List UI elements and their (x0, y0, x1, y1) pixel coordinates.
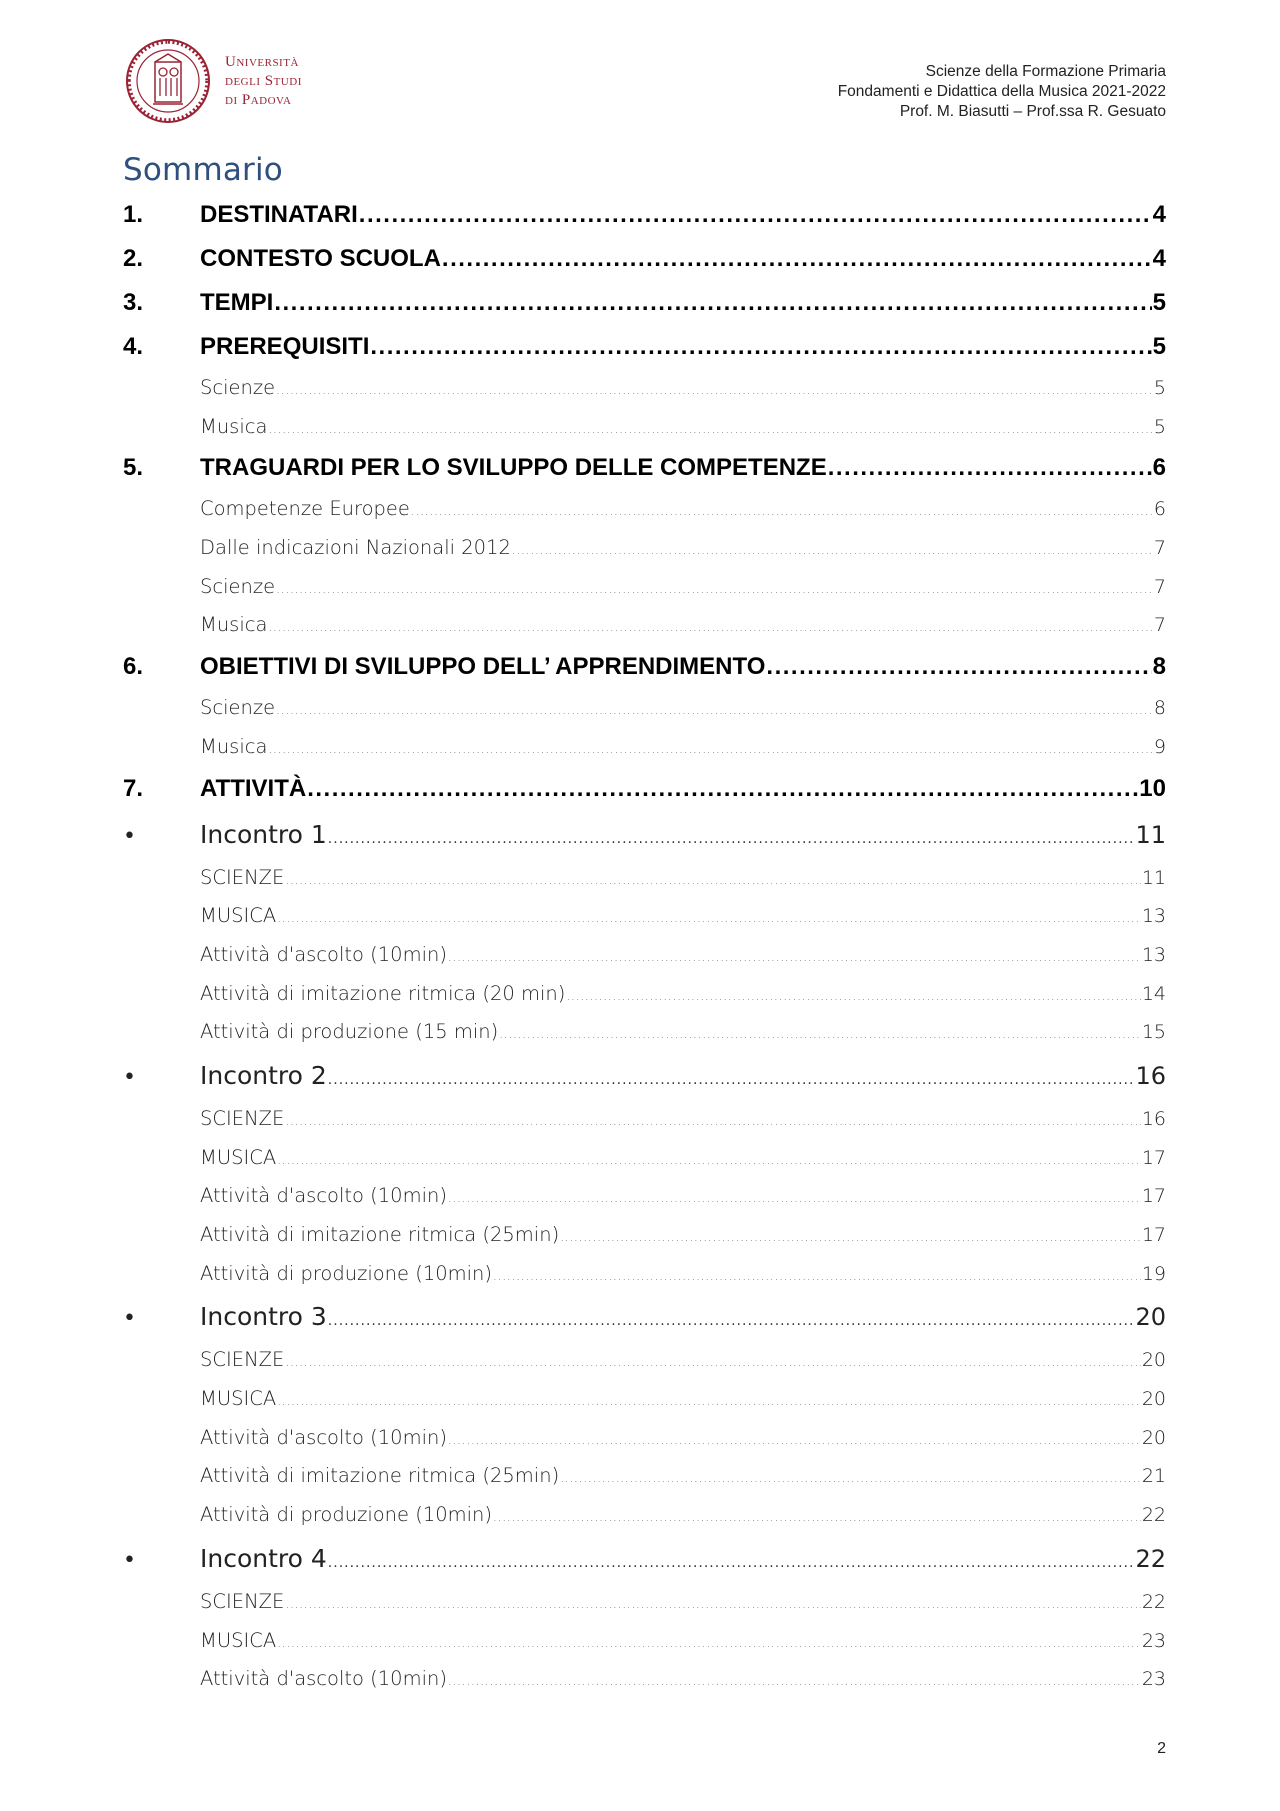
toc-dot-leader (268, 608, 1152, 646)
toc-dot-leader (328, 1297, 1135, 1345)
toc-entry-page[interactable]: 5 (1152, 289, 1166, 316)
toc-entry-label[interactable]: Attività di produzione (15 min) (200, 1020, 499, 1044)
toc-dot-leader (411, 492, 1153, 530)
toc-entry[interactable] (123, 1457, 1166, 1496)
toc-entry-page[interactable]: 23 (1141, 1668, 1166, 1691)
toc-entry-label[interactable]: Scienze (200, 696, 276, 720)
toc-entry-page[interactable]: 6 (1153, 498, 1166, 521)
toc-entry-page[interactable]: 4 (1152, 201, 1166, 228)
toc-entry[interactable] (123, 369, 1166, 408)
toc-entry-page[interactable]: 7 (1153, 575, 1166, 598)
toc-entry[interactable] (123, 237, 1166, 281)
table-of-contents (123, 193, 1166, 1699)
toc-dot-leader (359, 193, 1152, 237)
toc-entry-page[interactable]: 4 (1152, 245, 1166, 272)
toc-entry-label[interactable]: Attività di produzione (10min) (200, 1503, 493, 1527)
university-name-line-1: Università (225, 53, 299, 70)
course-info-line-2: Fondamenti e Didattica della Musica 2021-2022 (837, 83, 1166, 100)
toc-entry-label[interactable]: Attività di imitazione ritmica (20 min) (200, 981, 566, 1005)
toc-dot-leader (448, 1179, 1141, 1217)
toc-entry-label[interactable]: SCIENZE (200, 1589, 285, 1613)
toc-dot-leader (268, 730, 1152, 768)
toc-entry-label[interactable]: Musica (200, 613, 268, 637)
toc-dot-leader (566, 977, 1140, 1015)
toc-dot-leader (285, 1102, 1140, 1140)
toc-entry-label[interactable]: Scienze (200, 376, 276, 399)
toc-entry[interactable] (123, 1660, 1166, 1699)
toc-entry-number: 5. (123, 454, 144, 482)
toc-dot-leader (328, 1539, 1135, 1587)
toc-entry[interactable] (123, 606, 1166, 645)
toc-entry-page[interactable]: 16 (1141, 1107, 1166, 1130)
toc-entry-page[interactable]: 13 (1141, 905, 1166, 928)
toc-entry-page[interactable]: 20 (1135, 1303, 1166, 1332)
toc-entry-page[interactable]: 17 (1141, 1185, 1166, 1208)
toc-entry-label[interactable]: Attività d'ascolto (10min) (200, 942, 447, 966)
toc-entry[interactable] (123, 811, 1166, 859)
toc-entry[interactable] (123, 281, 1166, 325)
toc-entry[interactable] (123, 446, 1166, 490)
toc-entry-page[interactable]: 6 (1152, 454, 1166, 482)
toc-entry[interactable] (123, 1583, 1166, 1622)
toc-entry-page[interactable]: 15 (1141, 1021, 1166, 1044)
toc-bullet: • (123, 1306, 136, 1332)
toc-entry-label[interactable]: Incontro 3 (200, 1302, 327, 1332)
toc-entry-number: 1. (123, 201, 144, 228)
toc-entry-page[interactable]: 16 (1135, 1061, 1166, 1090)
university-name (225, 53, 302, 110)
toc-dot-leader (448, 1421, 1141, 1459)
toc-dot-leader (277, 899, 1141, 937)
toc-dot-leader (499, 1015, 1141, 1053)
toc-entry-label[interactable]: Attività di imitazione ritmica (25min) (200, 1223, 560, 1246)
toc-entry[interactable] (123, 1496, 1166, 1535)
university-name-line-3: di Padova (225, 91, 292, 108)
toc-entry-label[interactable]: Musica (200, 414, 268, 438)
toc-entry-page[interactable]: 17 (1141, 1146, 1166, 1169)
course-info (838, 62, 1166, 122)
toc-dot-leader (493, 1257, 1141, 1295)
toc-entry-label[interactable]: TRAGUARDI PER LO SVILUPPO DELLE COMPETENZE (200, 454, 827, 482)
university-name-line-2: degli Studi (225, 72, 302, 89)
toc-entry[interactable] (123, 767, 1166, 811)
toc-bullet: • (123, 823, 136, 849)
toc-entry[interactable] (123, 1535, 1166, 1583)
toc-entry-page[interactable]: 17 (1141, 1224, 1166, 1246)
toc-dot-leader (328, 1056, 1135, 1104)
toc-dot-leader (442, 237, 1152, 281)
toc-entry[interactable] (123, 408, 1166, 447)
toc-dot-leader (285, 861, 1140, 899)
toc-entry-page[interactable]: 22 (1141, 1504, 1166, 1527)
toc-entry-number: 3. (123, 289, 144, 316)
course-info-line-3: Prof. M. Biasutti – Prof.ssa R. Gesuato (899, 103, 1166, 120)
toc-entry-page[interactable]: 23 (1141, 1629, 1166, 1652)
toc-entry[interactable] (123, 1255, 1166, 1294)
toc-entry[interactable] (123, 568, 1166, 607)
university-seal-icon (125, 38, 211, 124)
toc-entry-label[interactable]: MUSICA (200, 1387, 277, 1411)
toc-entry-page[interactable]: 13 (1141, 943, 1166, 966)
toc-entry[interactable] (123, 975, 1166, 1014)
toc-dot-leader (276, 570, 1153, 608)
toc-entry[interactable] (123, 728, 1166, 767)
toc-entry-label[interactable]: CONTESTO SCUOLA (200, 245, 441, 272)
toc-entry-number: 4. (123, 333, 144, 360)
toc-dot-leader (268, 410, 1152, 448)
toc-entry-label[interactable]: Attività d'ascolto (10min) (200, 1425, 447, 1449)
toc-entry[interactable] (123, 1177, 1166, 1216)
toc-entry-label[interactable]: DESTINATARI (200, 201, 358, 228)
toc-entry-page[interactable]: 20 (1141, 1426, 1166, 1449)
toc-dot-leader (328, 815, 1135, 863)
toc-entry-page[interactable]: 21 (1141, 1465, 1166, 1488)
toc-dot-leader (277, 1624, 1141, 1662)
toc-dot-leader (276, 691, 1153, 729)
toc-entry-page[interactable]: 11 (1141, 866, 1166, 889)
toc-entry[interactable] (123, 529, 1166, 568)
toc-dot-leader (285, 1585, 1140, 1623)
toc-dot-leader (274, 281, 1151, 325)
toc-bullet: • (123, 1547, 136, 1573)
toc-dot-leader (560, 1459, 1141, 1497)
toc-entry-page[interactable]: 14 (1141, 982, 1166, 1005)
toc-entry-label[interactable]: Attività d'ascolto (10min) (200, 1667, 447, 1691)
toc-entry-label[interactable]: Incontro 1 (200, 819, 327, 849)
toc-entry-label[interactable]: OBIETTIVI DI SVILUPPO DELL’ APPRENDIMENTO (200, 653, 766, 681)
toc-entry-page[interactable]: 5 (1152, 333, 1166, 360)
toc-entry[interactable] (123, 897, 1166, 936)
toc-entry-label[interactable]: Incontro 2 (200, 1060, 327, 1090)
toc-dot-leader (285, 1343, 1140, 1381)
toc-dot-leader (512, 531, 1153, 569)
toc-dot-leader (277, 1382, 1141, 1420)
toc-entry-label[interactable]: SCIENZE (200, 1106, 285, 1130)
toc-entry[interactable] (123, 1341, 1166, 1380)
toc-dot-leader (493, 1498, 1141, 1536)
toc-entry-label[interactable]: Attività d'ascolto (10min) (200, 1184, 447, 1208)
toc-dot-leader (828, 446, 1152, 490)
toc-entry-label[interactable]: Attività di imitazione ritmica (25min) (200, 1464, 560, 1488)
toc-entry-label[interactable]: Attività di produzione (10min) (200, 1261, 493, 1285)
toc-entry[interactable] (123, 936, 1166, 975)
toc-entry[interactable] (123, 645, 1166, 689)
university-logo (125, 38, 302, 124)
toc-entry-label[interactable]: Scienze (200, 574, 276, 598)
toc-entry-page[interactable]: 8 (1153, 697, 1166, 720)
toc-entry[interactable] (123, 325, 1166, 369)
toc-entry-page[interactable]: 5 (1153, 415, 1166, 438)
toc-bullet: • (123, 1064, 136, 1090)
toc-entry-page[interactable]: 22 (1135, 1544, 1166, 1573)
toc-entry[interactable] (123, 859, 1166, 898)
toc-entry-page[interactable]: 9 (1153, 735, 1166, 758)
toc-entry[interactable] (123, 1622, 1166, 1661)
toc-entry-page[interactable]: 11 (1135, 820, 1166, 849)
toc-entry-label[interactable]: Incontro 4 (200, 1543, 327, 1573)
toc-entry-page[interactable]: 20 (1141, 1349, 1166, 1372)
toc-entry[interactable] (123, 689, 1166, 728)
toc-dot-leader (277, 1141, 1141, 1179)
toc-entry-label[interactable]: ATTIVITÀ (200, 774, 307, 802)
toc-entry-number: 7. (123, 774, 144, 802)
toc-entry-number: 2. (123, 245, 144, 272)
toc-entry-label[interactable]: Musica (200, 734, 268, 758)
toc-entry-label[interactable]: Dalle indicazioni Nazionali 2012 (200, 536, 511, 560)
toc-entry-page[interactable]: 20 (1141, 1388, 1166, 1411)
toc-dot-leader (766, 645, 1151, 689)
page-header (0, 0, 1280, 140)
toc-dot-leader (448, 938, 1141, 976)
toc-entry-label[interactable]: MUSICA (200, 904, 277, 928)
toc-entry[interactable] (123, 1013, 1166, 1052)
toc-entry[interactable] (123, 1216, 1166, 1255)
toc-entry-label[interactable]: SCIENZE (200, 865, 285, 889)
toc-dot-leader (560, 1218, 1141, 1256)
toc-entry-number: 6. (123, 653, 144, 681)
toc-dot-leader (448, 1662, 1141, 1700)
toc-entry-label[interactable]: SCIENZE (200, 1348, 285, 1372)
toc-entry-label[interactable]: PREREQUISITI (200, 333, 370, 360)
toc-entry-page[interactable]: 22 (1141, 1590, 1166, 1613)
toc-entry-label[interactable]: TEMPI (200, 289, 274, 316)
toc-entry-page[interactable]: 7 (1153, 614, 1166, 637)
toc-entry-page[interactable]: 10 (1139, 774, 1166, 802)
toc-entry-page[interactable]: 8 (1152, 653, 1166, 681)
toc-entry-page[interactable]: 19 (1141, 1262, 1166, 1285)
toc-entry[interactable] (123, 1052, 1166, 1100)
toc-entry-label[interactable]: Competenze Europee (200, 497, 410, 521)
page-number: 2 (1157, 1740, 1166, 1757)
toc-entry-label[interactable]: MUSICA (200, 1628, 277, 1652)
toc-entry[interactable] (123, 1293, 1166, 1341)
toc-entry-label[interactable]: MUSICA (200, 1145, 277, 1169)
toc-entry[interactable] (123, 1419, 1166, 1458)
toc-entry[interactable] (123, 193, 1166, 237)
toc-entry[interactable] (123, 1380, 1166, 1419)
toc-dot-leader (370, 325, 1151, 369)
toc-entry[interactable] (123, 1139, 1166, 1178)
course-info-line-1: Scienze della Formazione Primaria (925, 63, 1166, 80)
toc-dot-leader (307, 767, 1138, 811)
toc-entry[interactable] (123, 1100, 1166, 1139)
toc-dot-leader (276, 371, 1153, 409)
toc-entry-page[interactable]: 5 (1153, 377, 1166, 399)
toc-title: Sommario (123, 152, 283, 188)
toc-entry[interactable] (123, 490, 1166, 529)
toc-entry-page[interactable]: 7 (1153, 537, 1166, 560)
